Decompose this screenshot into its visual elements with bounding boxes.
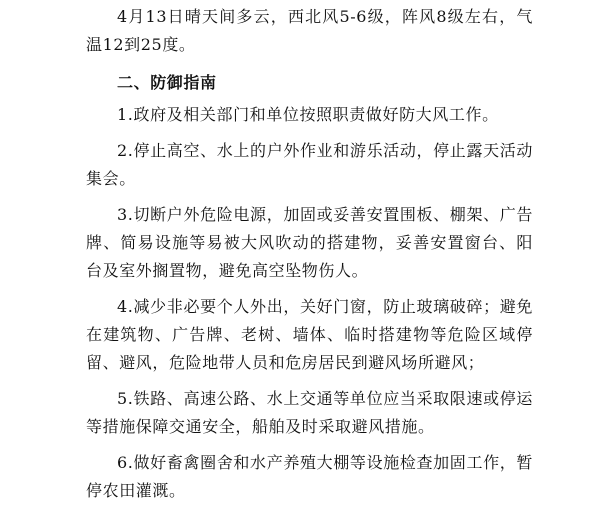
section-heading: 二、防御指南 xyxy=(117,73,217,92)
guideline-item-5: 5.铁路、高速公路、水上交通等单位应当采取限速或停运等措施保障交通安全，船舶及时采取避风措施。 xyxy=(86,389,533,436)
guideline-item-2: 2.停止高空、水上的户外作业和游乐活动，停止露天活动集会。 xyxy=(86,141,533,188)
weather-forecast-paragraph: 4月13日晴天间多云，西北风5-6级，阵风8级左右，气温12到25度。 xyxy=(86,7,533,54)
guideline-item-4: 4.减少非必要个人外出，关好门窗，防止玻璃破碎；避免在建筑物、广告牌、老树、墙体、临时搭建物等危险区域停留、避风，危险地带人员和危房居民到避风场所避风； xyxy=(86,297,533,372)
guideline-item-1: 1.政府及相关部门和单位按照职责做好防大风工作。 xyxy=(117,105,499,124)
guideline-item-6: 6.做好畜禽圈舍和水产养殖大棚等设施检查加固工作，暂停农田灌溉。 xyxy=(86,453,533,500)
guideline-item-3: 3.切断户外危险电源，加固或妥善安置围板、棚架、广告牌、简易设施等易被大风吹动的搭建物，妥善安置窗台、阳台及室外搁置物，避免高空坠物伤人。 xyxy=(86,205,533,280)
document-page xyxy=(0,3,600,500)
